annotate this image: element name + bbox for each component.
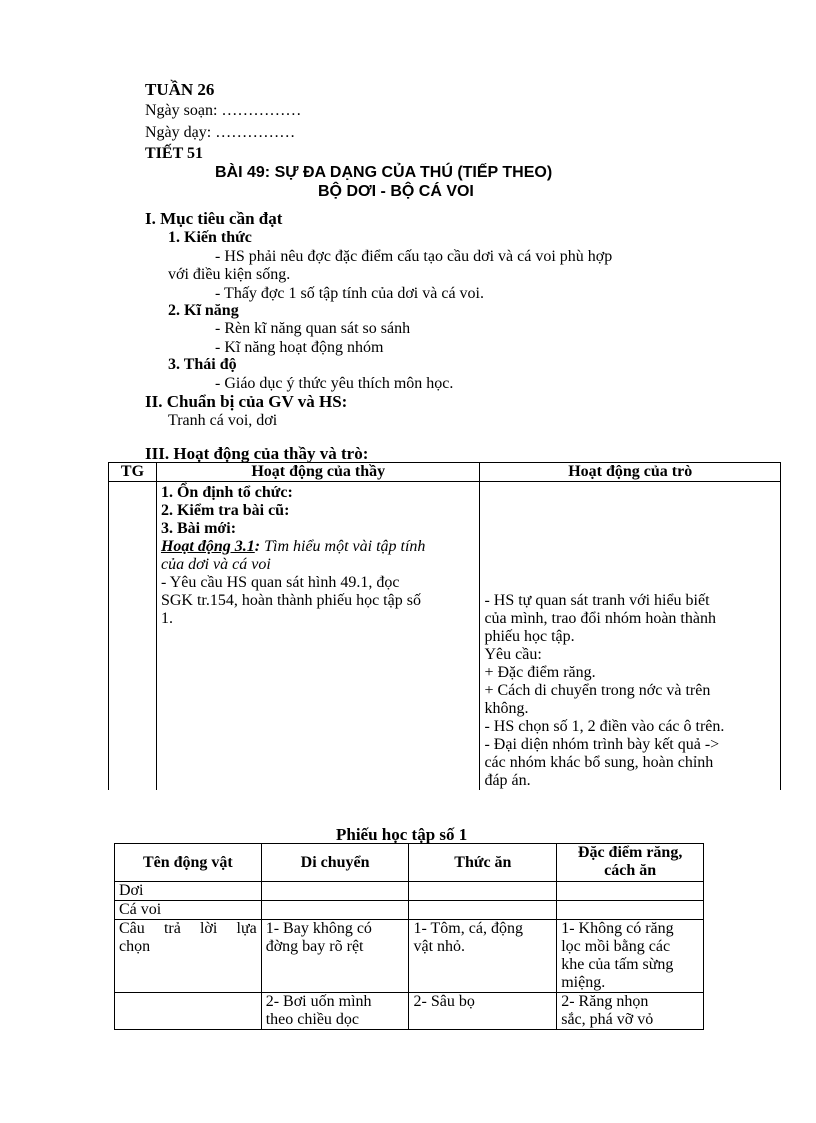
worksheet-table: [114, 843, 704, 1030]
movement-option: 2- Bơi uốn mình: [265, 993, 372, 1010]
header-student: Hoạt động của trò: [480, 463, 781, 482]
table-header-row: [109, 463, 781, 482]
empty-cell: [261, 882, 409, 901]
preparation-line: Tranh cá voi, dơi: [168, 412, 278, 429]
empty-cell: [409, 882, 557, 901]
teeth-option: lọc mồi bằng các: [561, 938, 671, 955]
student-line: phiếu học tập.: [484, 628, 575, 645]
teeth-option-cell: [557, 920, 704, 993]
activities-table: [108, 462, 781, 790]
movement-option-cell: [261, 993, 409, 1030]
empty-cell: [557, 882, 704, 901]
knowledge-line: - HS phải nêu đợc đặc điểm cấu tạo cầu dơi và cá voi phù hợp: [215, 248, 613, 265]
student-line: - HS tự quan sát tranh với hiểu biết: [484, 592, 710, 609]
time-cell: [109, 482, 157, 791]
movement-option: đờng bay rõ rệt: [265, 938, 364, 955]
section-objectives-heading: I. Mục tiêu cần đạt: [145, 209, 283, 228]
attitude-line: - Giáo dục ý thức yêu thích môn học.: [215, 375, 454, 392]
prep-date: Ngày soạn: ……………: [145, 102, 302, 119]
empty-cell: [261, 901, 409, 920]
animal-cell: Dơi: [115, 882, 262, 901]
choice-label: Câu trả lời lựa: [119, 920, 257, 937]
student-line: các nhóm khác bổ sung, hoàn chỉnh: [484, 754, 714, 771]
week-label: TUẦN 26: [145, 80, 215, 99]
food-option: 1- Tôm, cá, động: [413, 920, 523, 937]
activity-desc: của dơi và cá voi: [160, 556, 271, 573]
food-option: 2- Sâu bọ: [413, 993, 475, 1010]
student-line: + Cách di chuyển trong nớc và trên: [484, 682, 711, 699]
teach-date: Ngày dạy: ……………: [145, 124, 296, 141]
student-line: của mình, trao đổi nhóm hoàn thành: [484, 610, 716, 627]
choice-label-cell: [115, 920, 262, 993]
teeth-option: miệng.: [561, 974, 606, 991]
empty-cell: [115, 993, 262, 1030]
teacher-item: 1. Ổn định tổ chức:: [160, 484, 293, 501]
period-label: TIẾT 51: [145, 145, 203, 162]
activity-desc: Tìm hiểu một vài tập tính: [260, 538, 426, 555]
teeth-option: 1- Không có răng: [561, 920, 674, 937]
student-cell: [480, 482, 781, 791]
header-teacher: Hoạt động của thầy: [156, 463, 479, 482]
teeth-option: 2- Răng nhọn: [561, 993, 649, 1010]
table-row: [115, 993, 704, 1030]
section-preparation-heading: II. Chuẩn bị của GV và HS:: [145, 392, 348, 411]
food-option-cell: [409, 920, 557, 993]
activity-label: Hoạt động 3.1: [160, 538, 255, 555]
movement-option: 1- Bay không có: [265, 920, 372, 937]
animal-cell: Cá voi: [115, 901, 262, 920]
activity-heading: [161, 538, 475, 556]
skills-line: - Rèn kĩ năng quan sát so sánh: [215, 320, 411, 337]
worksheet-header-row: [115, 844, 704, 882]
teeth-option: sắc, phá vỡ vỏ: [561, 1011, 654, 1028]
section-activities-heading: III. Hoạt động của thầy và trò:: [145, 444, 369, 463]
header-food: Thức ăn: [409, 844, 557, 882]
teacher-item: 2. Kiểm tra bài cũ:: [160, 502, 290, 519]
table-row: [115, 901, 704, 920]
student-line: + Đặc điểm răng.: [484, 664, 596, 681]
header-time: TG: [109, 463, 157, 482]
empty-cell: [557, 901, 704, 920]
knowledge-heading: 1. Kiến thức: [168, 229, 252, 246]
food-option-cell: [409, 993, 557, 1030]
teacher-task: - Yêu cầu HS quan sát hình 49.1, đọc: [160, 574, 400, 591]
header-teeth: Đặc điểm răng, cách ăn: [557, 844, 704, 882]
teacher-task: 1.: [160, 610, 173, 627]
food-option: vật nhỏ.: [413, 938, 466, 955]
worksheet-title: Phiếu học tập số 1: [336, 825, 468, 844]
movement-option: theo chiều dọc: [265, 1011, 360, 1028]
activity-colon: :: [254, 538, 261, 555]
lesson-subtitle: BỘ DƠI - BỘ CÁ VOI: [318, 183, 474, 200]
knowledge-line: với điều kiện sống.: [168, 266, 291, 283]
skills-line: - Kĩ năng hoạt động nhóm: [215, 339, 384, 356]
movement-option-cell: [261, 920, 409, 993]
student-line: đáp án.: [484, 772, 531, 789]
header-animal: Tên động vật: [115, 844, 262, 882]
teeth-option: khe của tấm sừng: [561, 956, 674, 973]
knowledge-line: - Thấy đợc 1 số tập tính của dơi và cá voi.: [215, 285, 484, 302]
teacher-cell: [156, 482, 479, 791]
teacher-task: SGK tr.154, hoàn thành phiếu học tập số: [160, 592, 421, 609]
student-line: không.: [484, 700, 529, 717]
table-row: [115, 920, 704, 993]
choice-label: chọn: [119, 938, 151, 955]
table-row: [109, 482, 781, 791]
teeth-option-cell: [557, 993, 704, 1030]
lesson-title: BÀI 49: SỰ ĐA DẠNG CỦA THÚ (TIẾP THEO): [215, 164, 553, 181]
teacher-item: 3. Bài mới:: [160, 520, 237, 537]
attitude-heading: 3. Thái độ: [168, 356, 237, 373]
student-line: - Đại diện nhóm trình bày kết quả ->: [484, 736, 720, 753]
table-row: [115, 882, 704, 901]
student-line: - HS chọn số 1, 2 điền vào các ô trên.: [484, 718, 725, 735]
skills-heading: 2. Kĩ năng: [168, 302, 239, 319]
header-movement: Di chuyển: [261, 844, 409, 882]
empty-cell: [409, 901, 557, 920]
student-line: Yêu cầu:: [484, 646, 542, 663]
